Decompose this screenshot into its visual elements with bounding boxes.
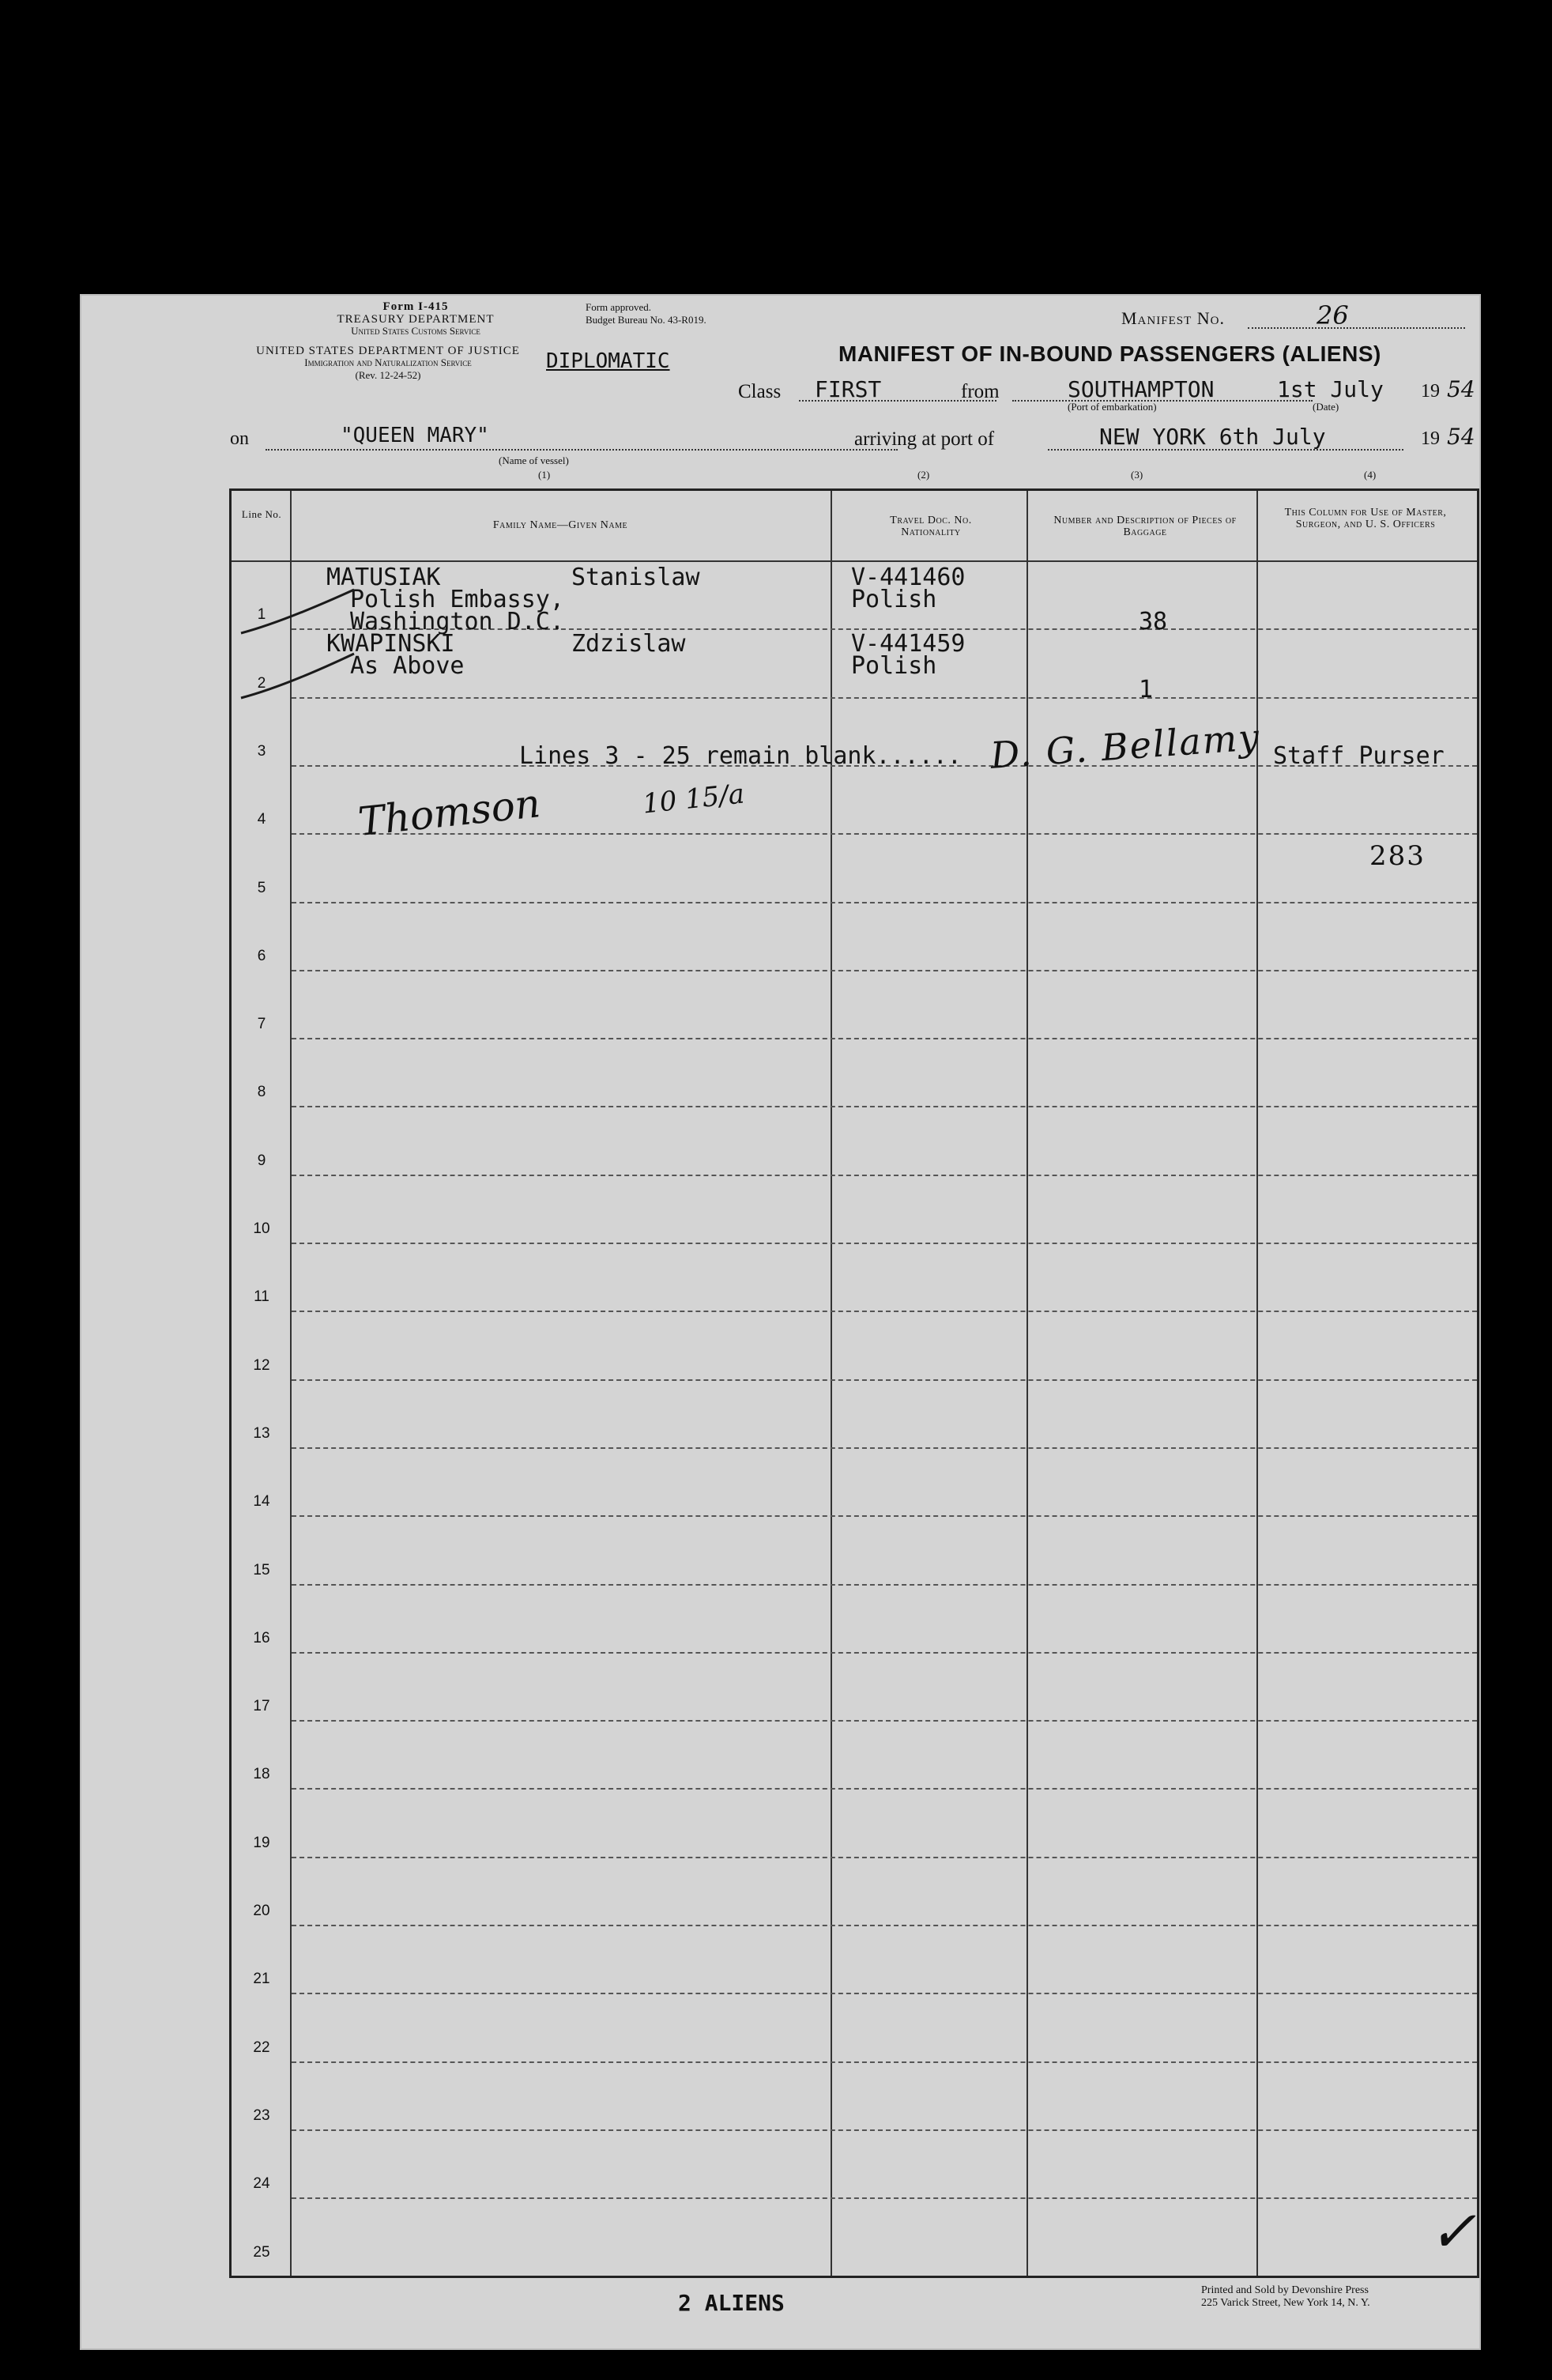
header-baggage: Number and Description of Pieces of Baggage — [1053, 515, 1237, 538]
entry-2-given-name: Zdzislaw — [571, 630, 686, 658]
row-rule — [292, 1106, 1477, 1107]
line-number: 14 — [253, 1493, 270, 1511]
line-number: 19 — [253, 1834, 270, 1851]
header-travel-doc: Travel Doc. No. Nationality — [890, 515, 972, 538]
row-rule — [292, 1515, 1477, 1517]
col1-caption: (1) — [538, 469, 551, 481]
from-label: from — [961, 381, 1000, 402]
line-number: 2 — [257, 674, 266, 692]
header-line-no: Line No. — [241, 508, 282, 520]
port-embarkation: SOUTHAMPTON — [1068, 376, 1215, 402]
year-prefix-embark: 19 — [1421, 381, 1440, 402]
row-rule — [292, 2061, 1477, 2063]
col2-caption: (2) — [917, 469, 930, 481]
line-number: 8 — [257, 1084, 266, 1101]
handwritten-name: Thomson — [356, 780, 543, 845]
manifest-title: MANIFEST OF IN-BOUND PASSENGERS (ALIENS) — [838, 341, 1381, 366]
header-officers: This Column for Use of Master, Surgeon, and U. S. Officers — [1284, 507, 1447, 530]
line-number: 12 — [253, 1356, 270, 1374]
manifest-no: 26 — [1317, 300, 1349, 330]
check-mark: ✓ — [1429, 2198, 1477, 2265]
row-rule — [292, 2197, 1477, 2199]
line-number: 1 — [257, 606, 266, 624]
line-number: 22 — [253, 2039, 270, 2056]
line-number: 21 — [253, 1971, 270, 1988]
purser-signature: D. G. Bellamy — [989, 715, 1262, 777]
date-caption: (Date) — [1313, 401, 1339, 413]
printer-address: 225 Varick Street, New York 14, N. Y. — [1201, 2297, 1370, 2309]
line-number: 4 — [257, 811, 266, 828]
year-prefix-arrival: 19 — [1421, 428, 1440, 449]
line-number: 7 — [257, 1016, 266, 1033]
entry-2-address-1: As Above — [350, 652, 465, 680]
class-label: Class — [738, 381, 782, 402]
line-number: 15 — [253, 1561, 270, 1578]
line-number: 16 — [253, 1629, 270, 1646]
form-revision: (Rev. 12-24-52) — [355, 369, 421, 381]
entry-2-doc-no: V-441459 — [851, 630, 966, 658]
check-stroke-line-1 — [239, 586, 358, 641]
row-rule — [292, 1038, 1477, 1039]
line-number: 3 — [257, 742, 266, 760]
arrival-port-date: NEW YORK 6th July — [1099, 424, 1326, 450]
form-number: Form I-415 — [382, 300, 449, 313]
entry-2-nationality: Polish — [851, 652, 937, 680]
row-rule — [292, 1447, 1477, 1449]
entry-1-doc-no: V-441460 — [851, 564, 966, 591]
row-rule — [292, 1311, 1477, 1312]
row-rule — [292, 1379, 1477, 1381]
line-number: 24 — [253, 2175, 270, 2193]
passenger-table — [229, 488, 1479, 2278]
budget-bureau: Budget Bureau No. 43-R019. — [586, 314, 706, 326]
row-rule — [292, 1243, 1477, 1244]
entry-1-address-1: Polish Embassy, — [350, 586, 564, 613]
aliens-total: 2 ALIENS — [678, 2290, 785, 2316]
row-rule — [292, 1788, 1477, 1790]
header-name: Family Name—Given Name — [492, 519, 628, 531]
vessel-name: "QUEEN MARY" — [341, 424, 489, 447]
handwritten-time: 10 15/a — [641, 778, 746, 820]
on-label: on — [230, 428, 249, 449]
row-rule — [292, 833, 1477, 835]
year-embark: 54 — [1447, 376, 1475, 402]
port-embarkation-caption: (Port of embarkation) — [1068, 401, 1157, 413]
manifest-no-label: Manifest No. — [1121, 308, 1225, 328]
agency-customs: United States Customs Service — [351, 325, 480, 337]
check-stroke-line-2 — [239, 649, 358, 704]
arriving-label: arriving at port of — [854, 428, 995, 450]
embark-date: 1st July — [1277, 376, 1384, 402]
line-number: 13 — [253, 1424, 270, 1442]
row-rule — [292, 1993, 1477, 1994]
printer-credit: Printed and Sold by Devonshire Press — [1201, 2284, 1369, 2296]
line-number: 6 — [257, 947, 266, 964]
blank-lines-note: Lines 3 - 25 remain blank...... — [519, 742, 962, 770]
class-value: FIRST — [815, 376, 882, 402]
entry-2-baggage: 1 — [1139, 676, 1154, 703]
row-rule — [292, 970, 1477, 971]
line-number: 11 — [254, 1288, 269, 1306]
row-rule — [292, 1175, 1477, 1176]
entry-1-address-2: Washington D.C. — [350, 608, 564, 636]
row-rule — [292, 902, 1477, 903]
stamp-number: 283 — [1369, 840, 1426, 872]
signer-title: Staff Purser — [1273, 742, 1445, 770]
row-rule — [292, 1857, 1477, 1858]
year-arrival: 54 — [1447, 424, 1475, 450]
line-number: 25 — [253, 2243, 270, 2261]
row-rule — [292, 1925, 1477, 1926]
diplomatic-stamp: DIPLOMATIC — [546, 349, 670, 373]
entry-1-baggage: 38 — [1139, 608, 1168, 636]
row-rule — [292, 1720, 1477, 1722]
vessel-line — [266, 449, 898, 451]
line-number: 5 — [257, 879, 266, 896]
agency-justice: UNITED STATES DEPARTMENT OF JUSTICE — [256, 345, 520, 357]
form-approval: Form approved. — [586, 301, 652, 313]
entry-2-family-name: KWAPINSKI — [326, 630, 455, 658]
row-rule — [292, 697, 1477, 699]
entry-1-family-name: MATUSIAK — [326, 564, 441, 591]
vessel-caption: (Name of vessel) — [499, 455, 569, 466]
row-rule — [292, 1652, 1477, 1654]
line-number: 10 — [253, 1220, 270, 1237]
line-number: 20 — [253, 1903, 270, 1919]
row-rule — [292, 2129, 1477, 2131]
col4-caption: (4) — [1364, 469, 1377, 481]
column-divider — [1256, 491, 1258, 2276]
entry-1-given-name: Stanislaw — [571, 564, 700, 591]
manifest-no-line — [1248, 327, 1465, 329]
col3-caption: (3) — [1131, 469, 1143, 481]
line-number: 17 — [253, 1698, 270, 1715]
agency-treasury: TREASURY DEPARTMENT — [337, 313, 495, 326]
row-rule — [292, 1584, 1477, 1586]
line-number: 18 — [253, 1766, 270, 1783]
entry-1-nationality: Polish — [851, 586, 937, 613]
line-number: 9 — [257, 1152, 266, 1169]
header-divider — [232, 560, 1477, 562]
agency-ins: Immigration and Naturalization Service — [304, 356, 472, 368]
line-number: 23 — [253, 2107, 270, 2124]
